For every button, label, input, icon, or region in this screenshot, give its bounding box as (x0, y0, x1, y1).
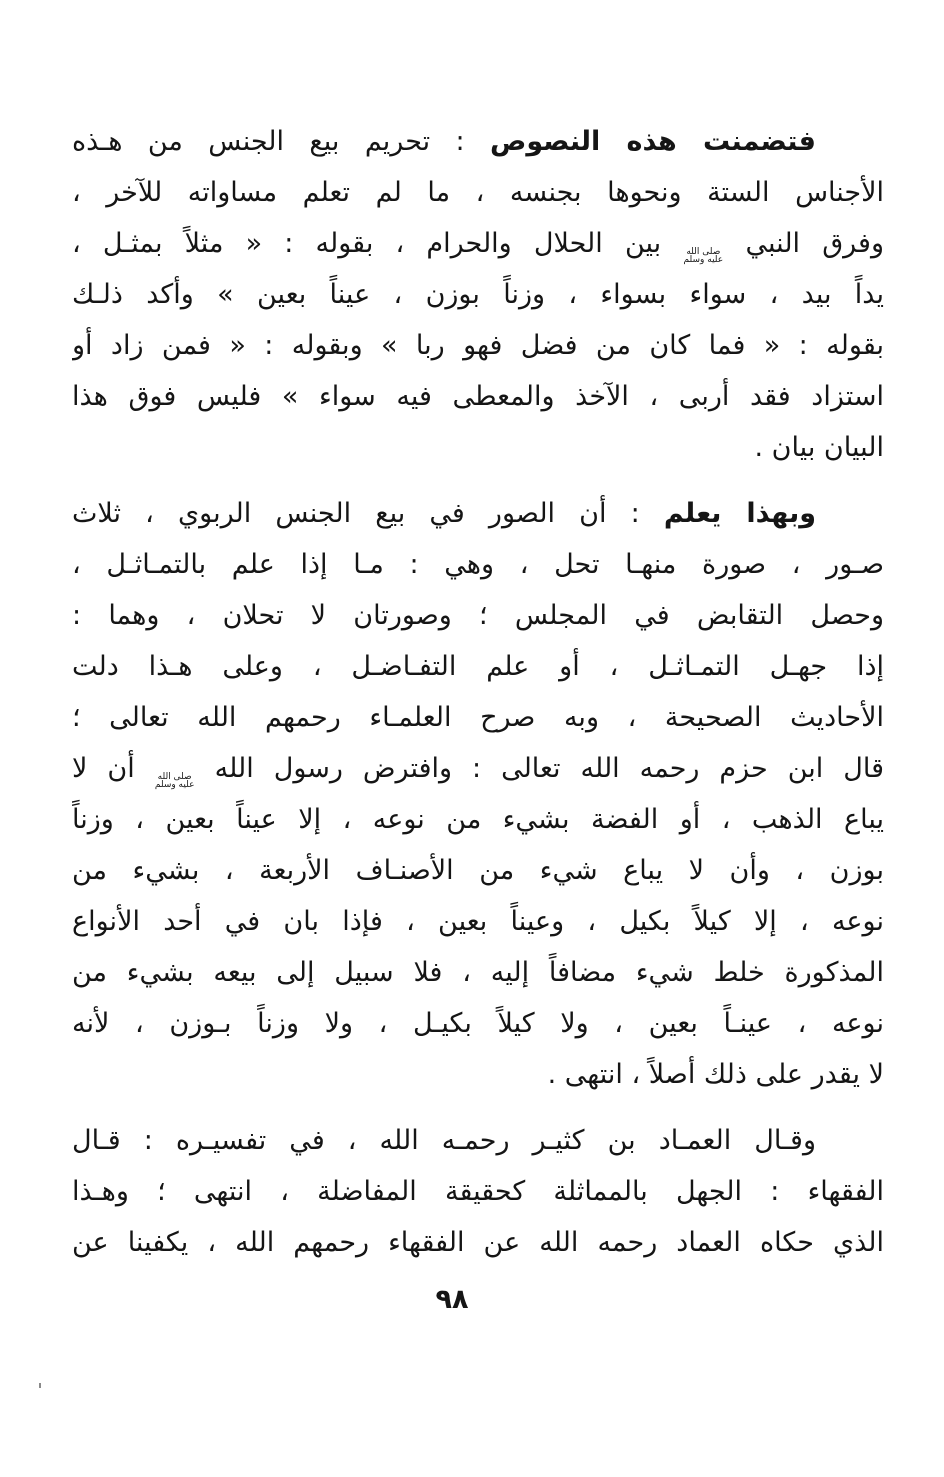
text-line (72, 539, 884, 590)
text-line (72, 320, 884, 371)
text-line (72, 371, 884, 422)
text-line (72, 641, 884, 692)
line-text: إذا جهـل التمـاثـل ، أو علم التفـاضـل ، وعلى هـذا دلت (72, 651, 884, 682)
text-line (72, 1115, 884, 1166)
paragraph-lead: وبهذا يعلم (663, 498, 816, 529)
line-text: بوزن ، وأن لا يباع شيء من الأصنـاف الأربعة ، بشيء من (72, 855, 884, 886)
line-text: بين الحلال والحرام ، بقوله : « مثلاً بمثـل ، (72, 228, 684, 259)
pbuh-ligature: صلى الله عليه وسلم (683, 246, 724, 265)
text-line (72, 1049, 884, 1100)
scan-speck (39, 1383, 41, 1388)
paragraph-1 (72, 116, 884, 473)
line-text: الذي حكاه العماد رحمه الله عن الفقهاء رحمهم الله ، يكفينا عن (72, 1227, 884, 1258)
page-number: ٩٨ (435, 1284, 469, 1315)
line-text: وقـال العمـاد بن كثيـر رحمـه الله ، في تفسيـره : قـال (72, 1125, 816, 1156)
text-line (72, 269, 884, 320)
text-line (72, 998, 884, 1049)
line-text: نوعه ، إلا كيلاً بكيل ، وعيناً بعين ، فإذا بان في أحد الأنواع (72, 906, 884, 937)
line-text: وفرق النبي (723, 228, 884, 259)
text-line (72, 1217, 884, 1268)
line-text: لا يقدر على ذلك أصلاً ، انتهى . (547, 1059, 884, 1090)
pbuh-ligature: صلى الله عليه وسلم (154, 771, 195, 790)
paragraph-2 (72, 488, 884, 1100)
line-text: صـور ، صورة منهـا تحل ، وهي : مـا إذا علم بالتمـاثـل ، (72, 549, 884, 580)
line-text: : تحريم بيع الجنس من هـذه (72, 126, 491, 157)
line-text: يباع الذهب ، أو الفضة بشيء من نوعه ، إلا عيناً بعين ، وزناً (72, 804, 884, 835)
text-line (72, 488, 884, 539)
line-text: يداً بيد ، سواء بسواء ، وزناً بوزن ، عيناً بعين » وأكد ذلـك (72, 279, 884, 310)
line-text: المذكورة خلط شيء مضافاً إليه ، فلا سبيل إلى بيعه بشيء من (72, 957, 884, 988)
line-text: البيان بيان . (754, 432, 884, 463)
paragraph-3 (72, 1115, 884, 1268)
text-line (72, 590, 884, 641)
line-text: نوعه ، عينـاً بعين ، ولا كيلاً بكيـل ، ولا وزناً بـوزن ، لأنه (72, 1008, 884, 1039)
text-line (72, 1166, 884, 1217)
text-line (72, 743, 884, 794)
text-line (72, 947, 884, 998)
text-line (72, 116, 884, 167)
line-text: بقوله : « فما كان من فضل فهو ربا » وبقوله : « فمن زاد أو (72, 330, 884, 361)
text-line (72, 794, 884, 845)
line-text: الأحاديث الصحيحة ، وبه صرح العلمـاء رحمهم الله تعالى ؛ (72, 702, 884, 733)
text-line (72, 422, 884, 473)
text-line (72, 692, 884, 743)
line-text: أن لا (72, 753, 155, 784)
text-line (72, 896, 884, 947)
line-text: : أن الصور في بيع الجنس الربوي ، ثلاث (72, 498, 664, 529)
text-line (72, 167, 884, 218)
paragraph-lead: فتضمنت هذه النصوص (490, 126, 816, 157)
line-text: استزاد فقد أربى ، الآخذ والمعطى فيه سواء » فليس فوق هذا (72, 381, 884, 412)
text-line (72, 845, 884, 896)
line-text: الفقهاء : الجهل بالمماثلة كحقيقة المفاضلة ، انتهى ؛ وهـذا (72, 1176, 884, 1207)
line-text: الأجناس الستة ونحوها بجنسه ، ما لم تعلم مساواته للآخر ، (72, 177, 884, 208)
line-text: وحصل التقابض في المجلس ؛ وصورتان لا تحلان ، وهما : (72, 600, 884, 631)
text-line (72, 218, 884, 269)
line-text: قال ابن حزم رحمه الله تعالى : وافترض رسول الله (194, 753, 884, 784)
